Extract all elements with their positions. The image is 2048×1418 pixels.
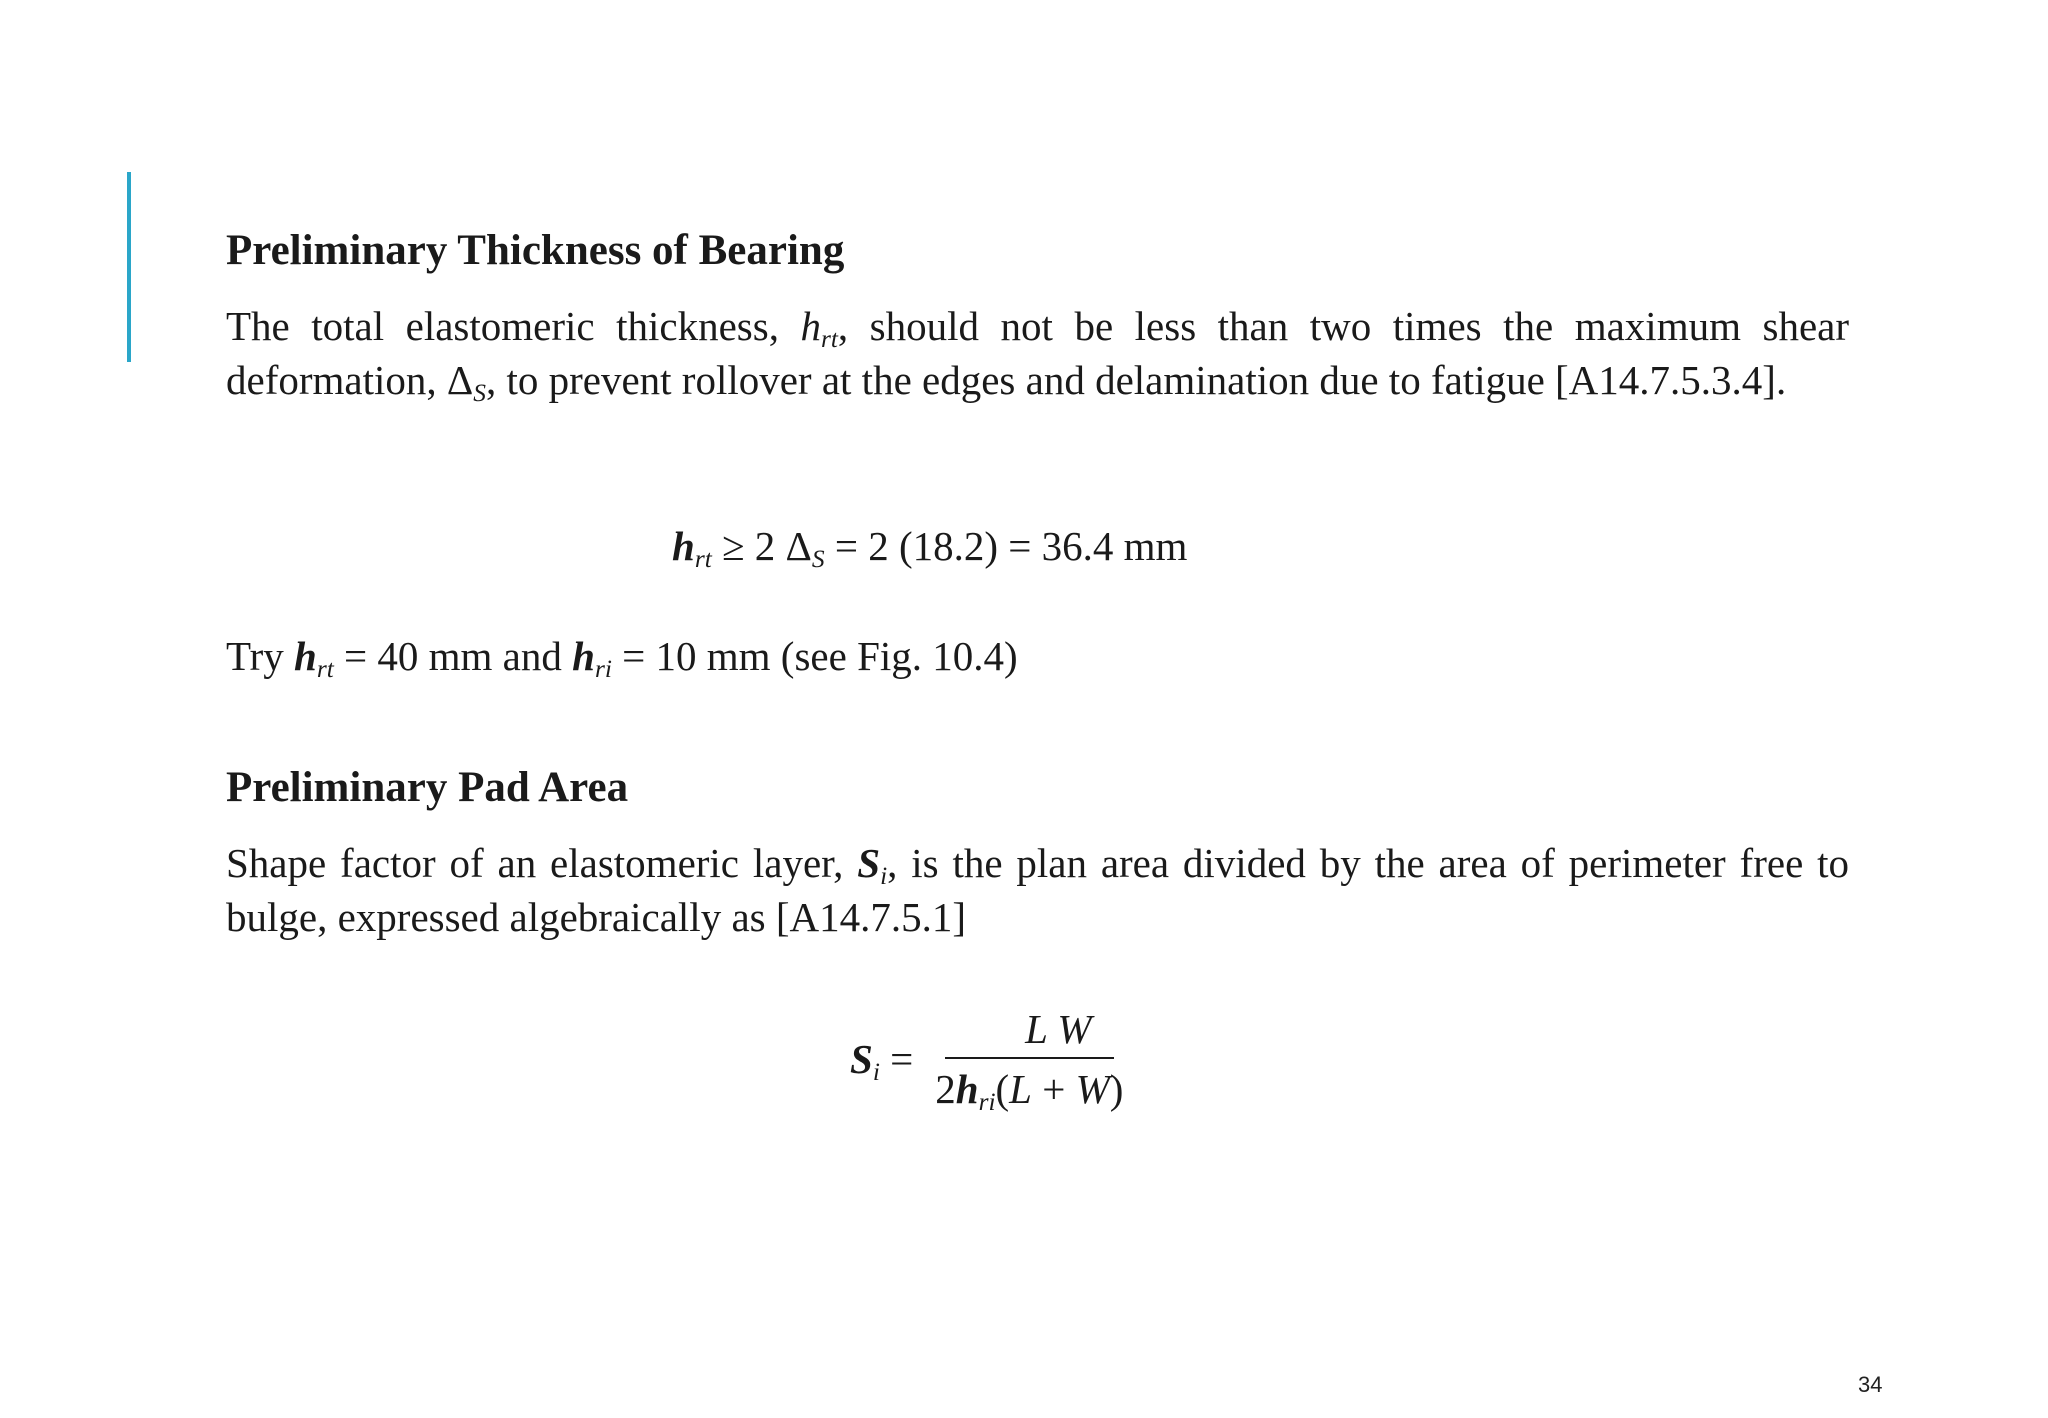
equation-shape-factor [850,1005,1124,1117]
heading-preliminary-pad-area: Preliminary Pad Area [226,764,629,811]
paragraph-thickness: The total elastomeric thickness, $h_{rt}$, should not be less than two times the maximum shear deformation, $\Delta_S$, to prevent rollover at the edges and delamination due to fatigue [A14.7.5.3.4]. [226,303,1849,408]
section-preliminary-pad-area [226,762,1849,944]
accent-bar [127,172,131,362]
fraction-numerator: L W [945,1005,1113,1059]
page-number: 34 [1858,1372,1883,1397]
paragraph-shape-factor: Shape factor of an elastomeric layer, $S_i$, is the plan area divided by the area of perimeter free to bulge, expressed algebraically as [A14.7.5.1] [226,840,1850,940]
heading-preliminary-thickness: Preliminary Thickness of Bearing [226,227,845,274]
shape-factor-lhs: $S_i$ = [850,1036,914,1087]
shape-factor-fraction [935,1005,1124,1117]
trial-dimensions-line: Try $h_{rt} = 40$ mm and $h_{ri} = 10$ mm (see Fig. 10.4) [226,633,1018,684]
fraction-denominator: $2h_{ri}(L + W)$ [935,1066,1124,1117]
section-preliminary-thickness [226,225,1849,407]
equation-thickness-check: $h_{rt} \ge 2$ $\Delta_S = 2$ (18.2) = 36.4 mm [672,523,1188,574]
